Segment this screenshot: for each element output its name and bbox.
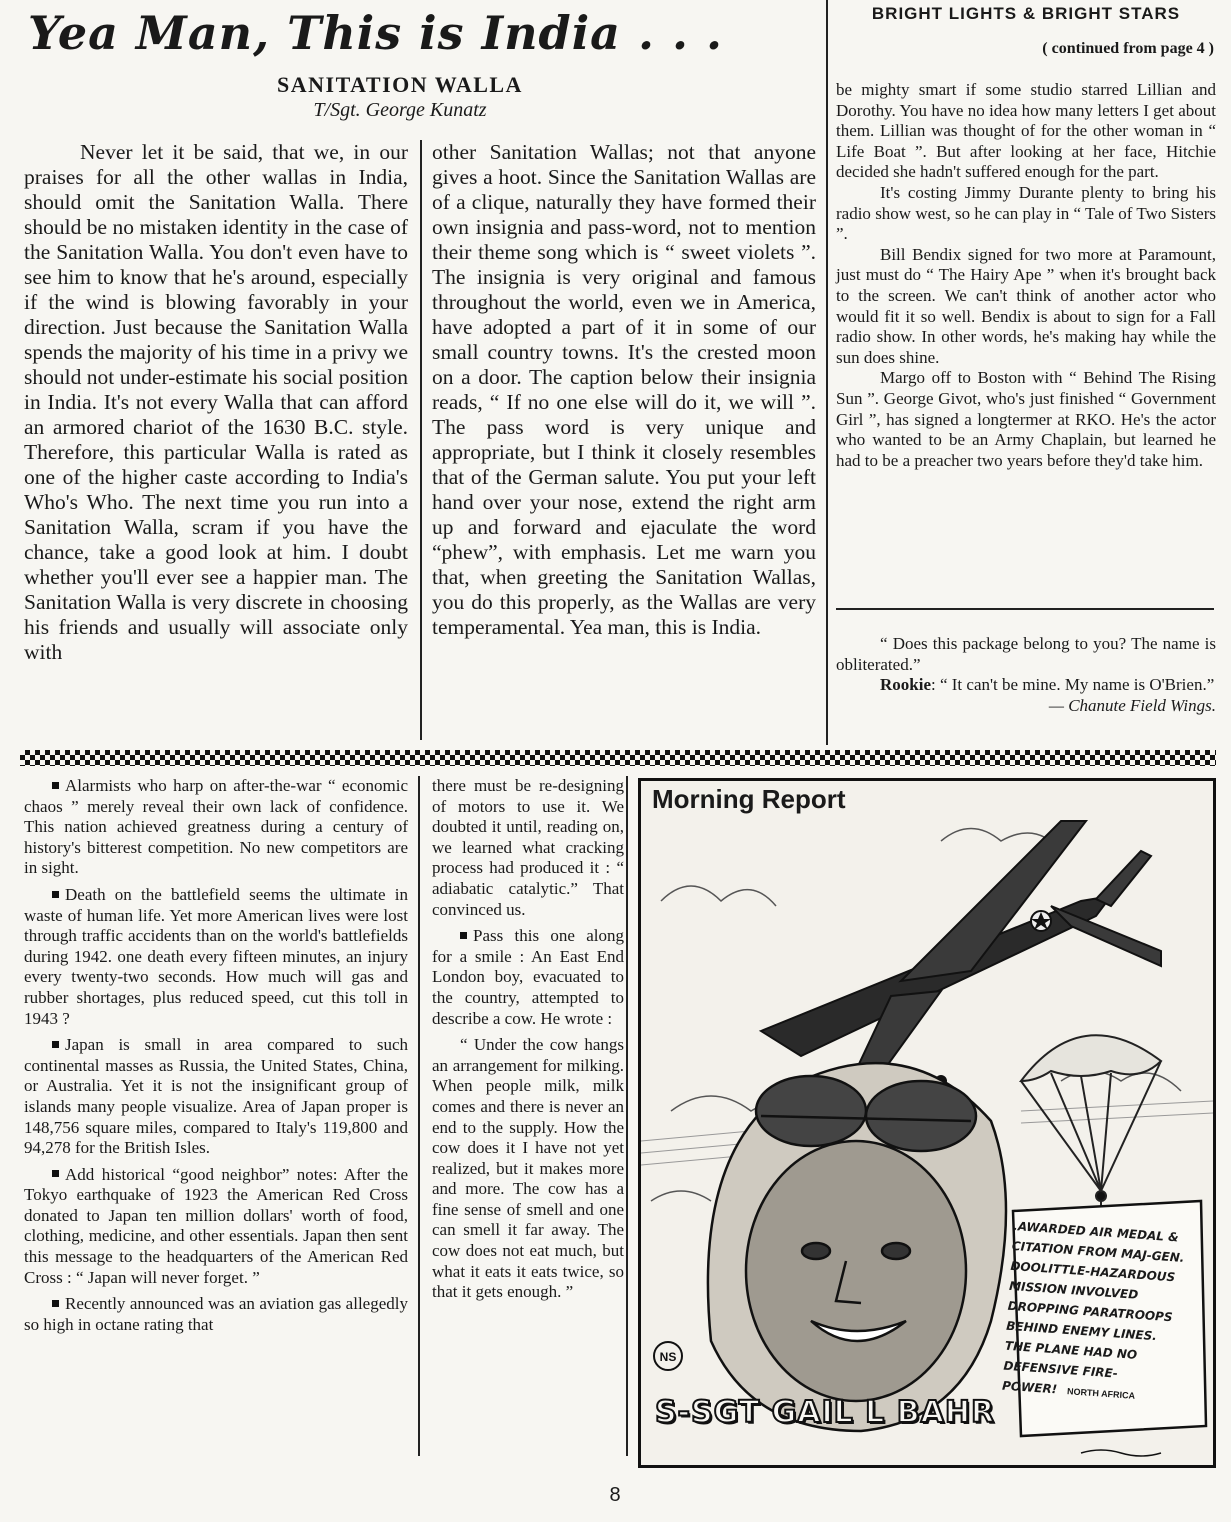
sidebar-continued-note: ( continued from page 4 ) <box>1042 40 1214 57</box>
article-col2-text: other Sanitation Wallas; not that anyone gives a hoot. Since the Sanitation Wallas are of a clique, naturally they have formed their own insignia and pass-word, not to mention their theme song which is “ sweet violets ”. The insignia is very original and famous throughout the world, even we in America, have adopted a part of it in some of our small country towns. It's the crested moon on a door. The caption below their insignia reads, “ If no one else will do it, we will ”. The pass word is very unique and appropriate, but I think it closely resembles that of the German salute. You put your left hand over your nose, extend the right arm up and forward and ejaculate the word “phew”, with emphasis. Let me warn you that, when greeting the Sanitation Wallas, you do this properly, as the Wallas are very temperamental. Yea man, this is India. <box>432 140 816 639</box>
pilot-portrait <box>708 1063 1006 1431</box>
caption-location: NORTH AFRICA <box>1066 1386 1136 1401</box>
square-bullet-icon <box>52 1300 59 1307</box>
column-divider <box>626 776 628 1456</box>
sidebar-joke <box>836 634 1216 716</box>
news-item: Pass this one along for a smile : An East End London boy, evacuated to the country, attempted to describe a cow. He wrote : <box>432 926 624 1028</box>
column-divider <box>420 140 422 740</box>
news-item: Death on the battlefield seems the ultimate in waste of human life. Yet more American lives were lost through traffic accidents than on the world's battlefields during 1942. one death every fifteen minutes, an injury every twenty-two seconds. How much will gas and rubber shortages, plus reduced speed, cut this toll in 1943 ? <box>24 884 408 1028</box>
artist-mark <box>654 1342 682 1370</box>
sidebar-paragraph: Margo off to Boston with “ Behind The Rising Sun ”. George Givot, who's just finished “ Government Girl ”, has signed a longtermer at RKO. He's the actor who wanted to be an Army Chaplain, but learned he had to be a preacher two years before they'd take him. <box>836 368 1216 470</box>
article-subtitle: SANITATION WALLA <box>277 72 523 97</box>
sidebar-heading: BRIGHT LIGHTS & BRIGHT STARS <box>871 4 1181 23</box>
joke-speaker: Rookie <box>880 675 931 695</box>
news-item: Alarmists who harp on after-the-war “ economic chaos ” merely reveal their own lack of confidence. This nation achieved greatness during a century of history's bitterest competition. No new competitors are in sight. <box>24 776 408 878</box>
article-byline: T/Sgt. George Kunatz <box>313 99 487 121</box>
joke-reply: : “ It can't be mine. My name is O'Brien.” <box>931 675 1215 695</box>
page-number: 8 <box>609 1484 621 1506</box>
sidebar-paragraph: Bill Bendix signed for two more at Paramount, just must do “ The Hairy Ape ” when it's brought back to the screen. We can't think of another actor who would fit it so well. Bendix is about to sign for a Fall radio show. In other words, he's making hay while the sun does shine. <box>836 244 1216 367</box>
citation-caption: .AWARDED AIR MEDAL & CITATION FROM MAJ-GEN. DOOLITTLE-HAZARDOUS MISSION INVOLVED DROPPING PARATROOPS BEHIND ENEMY LINES. THE PLANE HAD NO DEFENSIVE FIRE- POWER! NORTH AFRICA <box>1001 1218 1185 1401</box>
news-item: “ Under the cow hangs an arrangement for milking. When people milk, milk comes and there is never an end to the supply. How the cow does it I have not yet realized, but it makes more and more. The cow has a fine sense of smell and one can smell it far away. The cow does not eat much, but what it eats it eats twice, so that it gets enough. ” <box>432 1035 624 1302</box>
news-item: Recently announced was an aviation gas allegedly so high in octane rating that <box>24 1294 408 1334</box>
square-bullet-icon <box>460 932 467 939</box>
news-item: Add historical “good neighbor” notes: After the Tokyo earthquake of 1923 the American Red Cross donated to Japan ten million dollars' worth of food, clothing, medicine, and other essentials. Japan then sent this message to the headquarters of the American Red Cross : “ Japan will never forget. ” <box>24 1164 408 1287</box>
joke-source: — Chanute Field Wings. <box>1048 695 1216 715</box>
news-item: Japan is small in area compared to such continental masses as Russia, the United States, China, or Australia. Yet it is not the insignificant group of islands many people visualize. Area of Japan proper is 148,756 square miles, compared to Italy's 119,800 and 94,278 for the British Isles. <box>24 1035 408 1158</box>
article-column-2 <box>432 140 816 640</box>
items-column-2 <box>432 776 624 1309</box>
article-column-1 <box>24 140 408 665</box>
sidebar-rule <box>836 608 1214 610</box>
square-bullet-icon <box>52 1170 59 1177</box>
news-item: there must be re-designing of motors to use it. We doubted it until, reading on, we learned what cracking process had produced it : “ adiabatic catalytic.” That convinced us. <box>432 776 624 919</box>
sidebar-paragraph: It's costing Jimmy Durante plenty to bring his radio show west, so he can play in “ Tale of Two Sisters ”. <box>836 182 1216 244</box>
joke-line-2 <box>836 675 1216 696</box>
sidebar-column <box>836 80 1216 471</box>
sidebar-paragraph: be mighty smart if some studio starred Lillian and Dorothy. You have no idea how many letters I get about them. Lillian was thought of for the other woman in “ Life Boat ”. But after looking at her face, Hitchie decided she hadn't suffered enough for the part. <box>836 80 1216 182</box>
square-bullet-icon <box>52 891 59 898</box>
article-col1-text: Never let it be said, that we, in our praises for all the other wallas in India, should omit the Sanitation Walla. There should be no mistaken identity in the case of the Sanitation Walla. You don't even have to see him to know that he's around, especially if the wind is blowing favorably in your direction. Just because the Sanitation Walla spends the majority of his time in a privy we should not under-estimate his social position in India. It's not every Walla that can afford an armored chariot of the 1630 B.C. style. Therefore, this particular Walla is rated as one of the higher caste according to India's Who's Who. The next time you run into a Sanitation Walla, scram if you have the chance, take a good look at him. I doubt whether you'll ever see a happier man. The Sanitation Walla is very discrete in choosing his friends and usually will associate only with <box>24 140 408 664</box>
column-divider <box>418 776 420 1456</box>
items-column-1 <box>24 776 408 1341</box>
svg-text:NS: NS <box>659 1350 677 1364</box>
cartoon-title: Morning Report <box>652 784 846 814</box>
square-bullet-icon <box>52 782 59 789</box>
article-title: Yea Man, This is India . . . <box>28 6 724 60</box>
pilot-name: S-SGT GAIL L BAHR <box>654 1394 996 1430</box>
checkered-divider <box>20 750 1216 766</box>
joke-line-1: “ Does this package belong to you? The name is obliterated.” <box>836 634 1216 674</box>
square-bullet-icon <box>52 1041 59 1048</box>
parachute-icon <box>1021 1035 1161 1221</box>
pilot-name-band <box>650 1390 1000 1434</box>
column-divider <box>826 0 828 745</box>
